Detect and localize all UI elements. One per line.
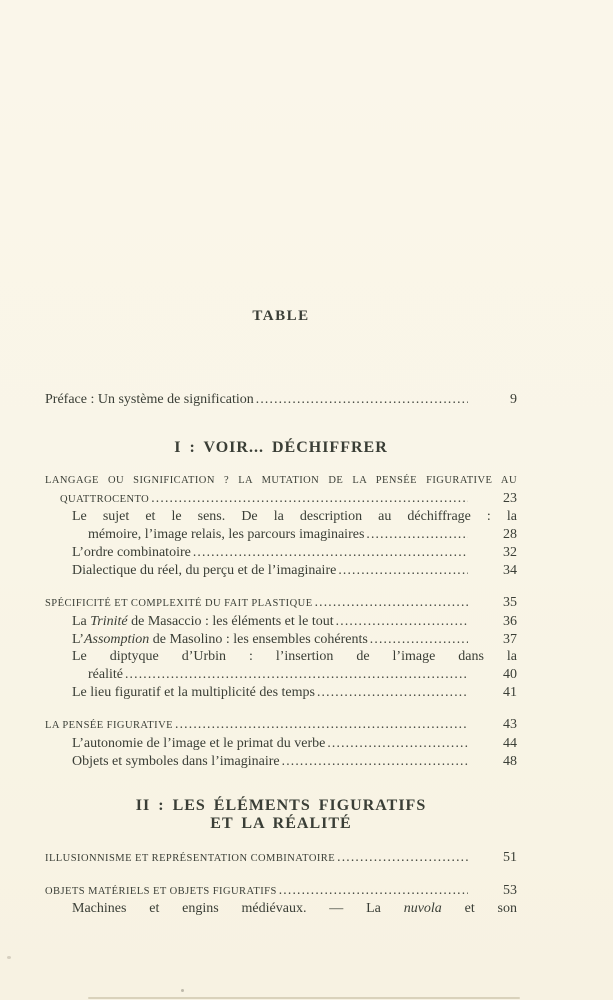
page-number: 9 [510,392,517,407]
dot-leader [366,525,468,543]
entry-text: LANGAGE OU SIGNIFICATION ? LA MUTATION DE LA PENSÉE FIGURATIVE AU [45,475,517,486]
toc-entry [45,752,517,770]
entry-text: Le sujet et le sens. De la description au déchiffrage : la [72,509,517,524]
dot-leader [175,715,468,733]
page-number: 37 [503,632,517,647]
entry-text: ILLUSIONNISME ET REPRÉSENTATION COMBINATOIRE [45,853,336,864]
dot-leader [279,881,468,899]
toc-entry [45,665,517,683]
page-number: 48 [503,754,517,769]
entry-text: L’Assomption de Masolino : les ensembles cohérents [72,632,368,647]
entry-text: La Trinité de Masaccio : les éléments et le tout [72,614,334,629]
toc-entry [45,612,517,630]
toc-list [45,472,517,917]
part-heading-1: I : VOIR... DÉCHIFFRER [174,439,388,456]
page-number: 41 [503,685,517,700]
toc-title: TABLE [252,308,310,324]
entry-text: SPÉCIFICITÉ ET COMPLEXITÉ DU FAIT PLASTIQUE [45,598,313,609]
dot-leader [370,630,468,648]
scan-edge-artifact [88,997,520,999]
toc-entry [45,848,517,867]
toc-entry [45,593,517,612]
toc-entry [45,508,517,525]
dot-leader [337,848,468,866]
entry-text: Le diptyque d’Urbin : l’insertion de l’image dans la [72,649,517,664]
dot-leader [317,683,468,701]
dot-leader [151,489,468,507]
part-heading-2-line1: II : LES ÉLÉMENTS FIGURATIFS [135,797,427,814]
toc-entry [45,561,517,579]
toc-entry [45,525,517,543]
toc-entry [45,900,517,917]
toc-entry [45,630,517,648]
page-number: 34 [503,563,517,578]
toc-entry [45,881,517,900]
entry-text: QUATTROCENTO [60,494,150,505]
page-number: 44 [503,736,517,751]
entry-text: Le lieu figuratif et la multiplicité des temps [72,685,315,700]
scan-speck [181,989,184,992]
dot-leader [282,752,468,770]
dot-leader [338,561,468,579]
page-number: 40 [503,667,517,682]
page-number: 32 [503,545,517,560]
page-number: 53 [503,883,517,898]
toc-entry [45,715,517,734]
work-title: Trinité [90,614,128,629]
toc-entry [45,472,517,489]
dot-leader [256,390,468,408]
entry-text: L’ordre combinatoire [72,545,191,560]
entry-text: Dialectique du réel, du perçu et de l’imaginaire [72,563,337,578]
work-title: nuvola [403,901,442,916]
dot-leader [327,734,468,752]
work-title: Assomption [83,632,150,647]
page-number: 36 [503,614,517,629]
page-number: 23 [503,491,517,506]
toc-entry [45,734,517,752]
page-number: 35 [503,595,517,610]
entry-text: Préface : Un système de signification [45,392,254,407]
page-number: 51 [503,850,517,865]
part-heading-2-line2: ET LA RÉALITÉ [210,814,352,832]
table-of-contents [45,0,517,917]
dot-leader [125,665,468,683]
entry-text: mémoire, l’image relais, les parcours imaginaires [88,527,365,542]
scan-speck [7,956,11,959]
toc-entry [45,648,517,665]
part-heading-2 [45,797,517,832]
page-number: 28 [503,527,517,542]
entry-text: L’autonomie de l’image et le primat du verbe [72,736,326,751]
toc-entry [45,543,517,561]
entry-text: réalité [88,667,123,682]
dot-leader [193,543,468,561]
entry-text: Machines et engins médiévaux. — La nuvola et son [72,901,517,916]
entry-text: LA PENSÉE FIGURATIVE [45,720,174,731]
toc-entry-preface [45,390,517,408]
toc-entry [45,489,517,508]
entry-text: OBJETS MATÉRIELS ET OBJETS FIGURATIFS [45,886,277,897]
dot-leader [336,612,468,630]
dot-leader [315,593,468,611]
page-number: 43 [503,717,517,732]
entry-text: Objets et symboles dans l’imaginaire [72,754,280,769]
toc-entry [45,683,517,701]
